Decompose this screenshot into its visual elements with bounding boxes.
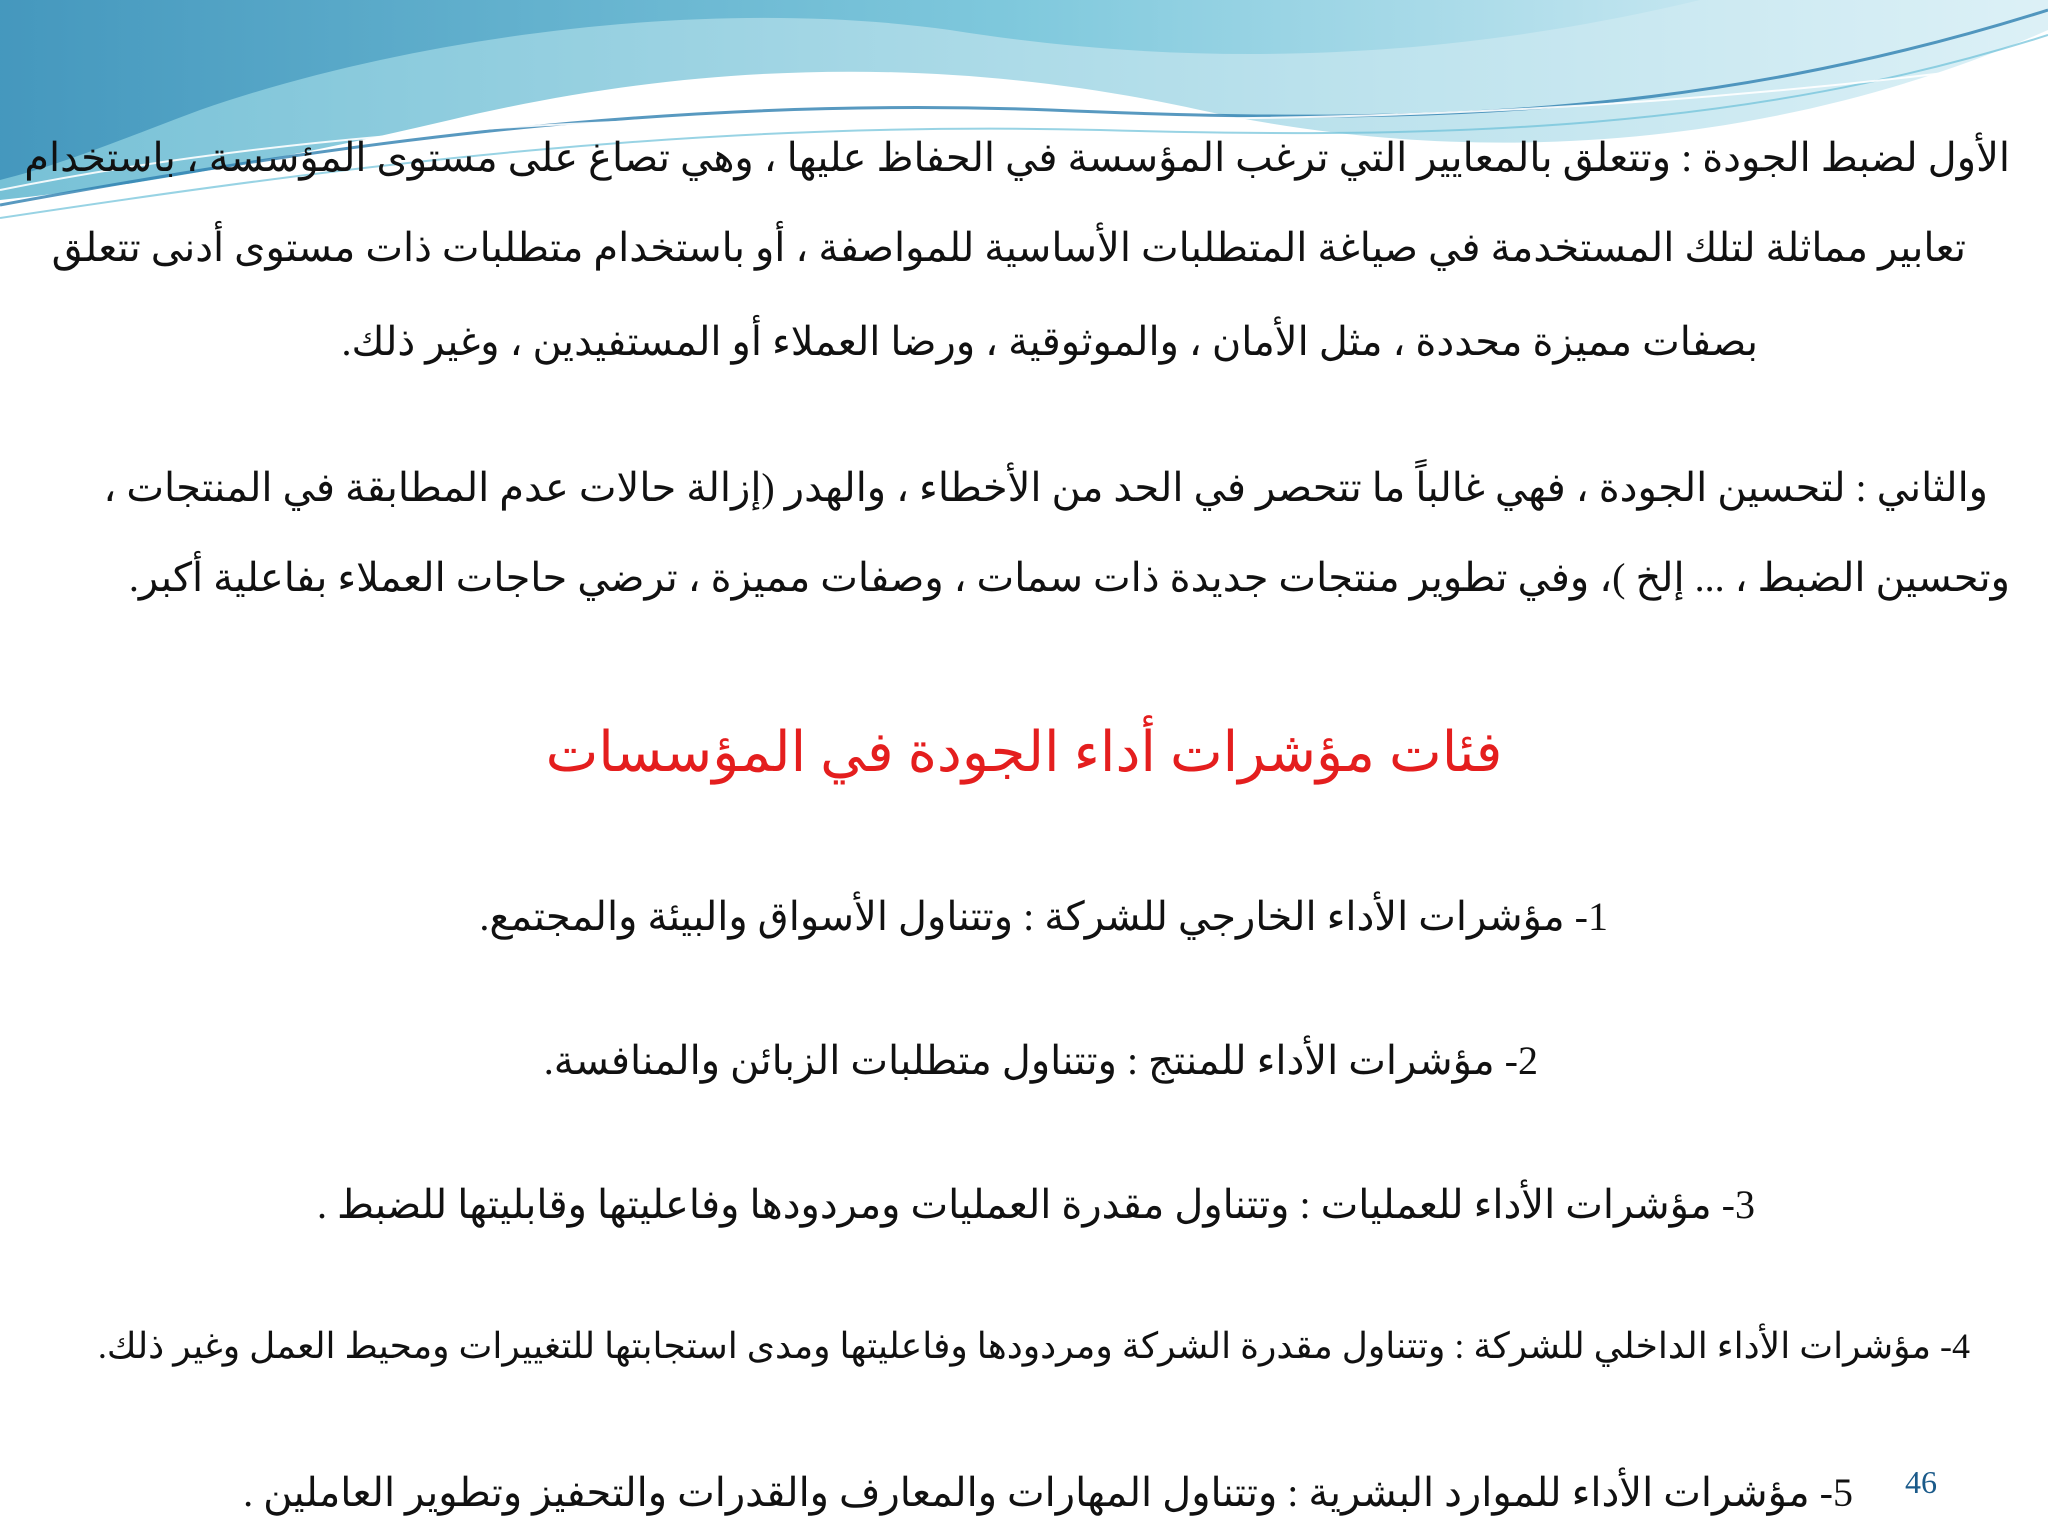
section-heading: فئات مؤشرات أداء الجودة في المؤسسات <box>545 722 1503 784</box>
list-item: 5- مؤشرات الأداء للموارد البشرية : وتتناول المهارات والمعارف والقدرات والتحفيز وتطوير العاملين . <box>243 1470 1853 1515</box>
paragraph-2-line-2: وتحسين الضبط ، ... إلخ )، وفي تطوير منتجات جديدة ذات سمات ، وصفات مميزة ، ترضي حاجات العملاء بفاعلية أكبر. <box>128 555 2010 600</box>
paragraph-1-line-3: بصفات مميزة محددة ، مثل الأمان ، والموثوقية ، ورضا العملاء أو المستفيدين ، وغير ذلك. <box>341 319 1758 364</box>
list-item: 1- مؤشرات الأداء الخارجي للشركة : وتتناول الأسواق والبيئة والمجتمع. <box>479 894 1608 939</box>
list-item: 2- مؤشرات الأداء للمنتج : وتتناول متطلبات الزبائن والمنافسة. <box>543 1038 1538 1083</box>
paragraph-2-line-1: والثاني : لتحسين الجودة ، فهي غالباً ما تتحصر في الحد من الأخطاء ، والهدر (إزالة حالات عدم المطابقة في المنتجات ، <box>103 465 1988 510</box>
paragraph-1-line-1: الأول لضبط الجودة : وتتعلق بالمعايير التي ترغب المؤسسة في الحفاظ عليها ، وهي تصاغ على مستوى المؤسسة ، باستخدام <box>24 135 2010 180</box>
list-item: 3- مؤشرات الأداء للعمليات : وتتناول مقدرة العمليات ومردودها وفاعليتها وقابليتها للضبط . <box>317 1182 1755 1227</box>
paragraph-1-line-2: تعابير مماثلة لتلك المستخدمة في صياغة المتطلبات الأساسية للمواصفة ، أو باستخدام متطلبات ذات مستوى أدنى تتعلق <box>51 225 1966 270</box>
header-wave-decoration <box>0 0 2048 240</box>
list-item: 4- مؤشرات الأداء الداخلي للشركة : وتتناول مقدرة الشركة ومردودها وفاعليتها ومدى استجابتها للتغييرات ومحيط العمل وغير ذلك. <box>97 1326 1970 1366</box>
page-number: 46 <box>1905 1464 1937 1500</box>
